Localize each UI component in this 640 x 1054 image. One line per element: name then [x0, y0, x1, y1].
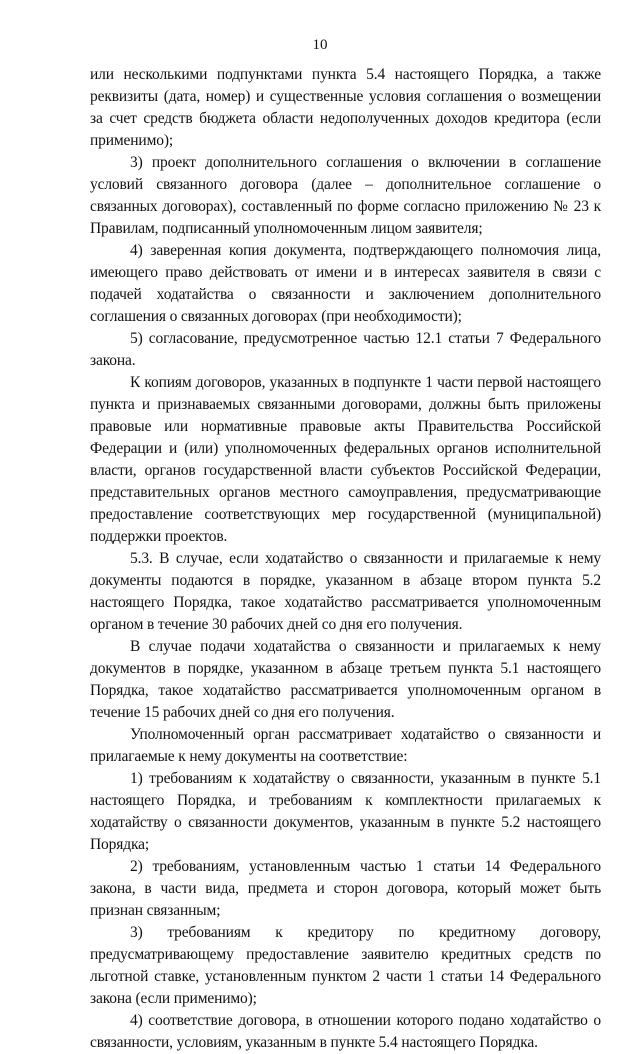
paragraph-review-item-4: 4) соответствие договора, в отношении которого подано ходатайство о связанности, условиям, указанным в пункте 5.4 настоящего Порядка.: [90, 1012, 601, 1051]
paragraph-continuation: или несколькими подпунктами пункта 5.4 настоящего Порядка, а также реквизиты (дата, номер) и существенные условия соглашения о возмещении за счет средств бюджета области недополученных доходов кредитора (если применимо);: [90, 66, 601, 149]
paragraph-contracts-copies: К копиям договоров, указанных в подпункте 1 части первой настоящего пункта и признаваемых связанными договорами, должны быть приложены правовые или нормативные правовые акты Правительства Российской Федерации и (или) уполномоченных федеральных органов исполнительной власти, органов государственной власти субъектов Российской Федерации, представительных органов местного самоуправления, предусматривающие предоставление соответствующих мер государственной (муниципальной) поддержки проектов.: [90, 374, 601, 545]
paragraph-item-5: 5) согласование, предусмотренное частью 12.1 статьи 7 Федерального закона.: [90, 330, 601, 369]
page-number: 10: [312, 37, 328, 53]
paragraph-5-3: 5.3. В случае, если ходатайство о связанности и прилагаемые к нему документы подаются в порядке, указанном в абзаце втором пункта 5.2 настоящего Порядка, такое ходатайство рассматривается уполномоченным органом в течение 30 рабочих дней со дня его получения.: [90, 550, 601, 633]
paragraph-review-item-3: 3) требованиям к кредитору по кредитному договору, предусматривающему предоставление заявителю кредитных средств по льготной ставке, установленным пунктом 2 части 1 статьи 14 Федерального закона (если применимо);: [90, 924, 601, 1007]
paragraph-review-item-1: 1) требованиям к ходатайству о связанности, указанным в пункте 5.1 настоящего Порядка, и требованиям к комплектности прилагаемых к ходатайству о связанности документов, указанным в пункте 5.2 настоящего Порядка;: [90, 770, 601, 853]
paragraph-item-4: 4) заверенная копия документа, подтверждающего полномочия лица, имеющего право действовать от имени и в интересах заявителя в связи с подачей ходатайства о связанности и заключением дополнительного соглашения о связанных договорах (при необходимости);: [90, 242, 601, 325]
paragraph-item-3: 3) проект дополнительного соглашения о включении в соглашение условий связанного договора (далее – дополнительное соглашение о связанных договорах), составленный по форме согласно приложению № 23 к Правилам, подписанный уполномоченным лицом заявителя;: [90, 154, 601, 237]
paragraph-submission-case: В случае подачи ходатайства о связанности и прилагаемых к нему документов в порядке, указанном в абзаце третьем пункта 5.1 настоящего Порядка, такое ходатайство рассматривается уполномоченным органом в течение 15 рабочих дней со дня его получения.: [90, 638, 601, 721]
paragraph-review-intro: Уполномоченный орган рассматривает ходатайство о связанности и прилагаемые к нему документы на соответствие:: [90, 726, 601, 765]
document-body: [90, 64, 601, 1054]
paragraph-review-item-2: 2) требованиям, установленным частью 1 статьи 14 Федерального закона, в части вида, предмета и сторон договора, который может быть признан связанным;: [90, 858, 601, 919]
